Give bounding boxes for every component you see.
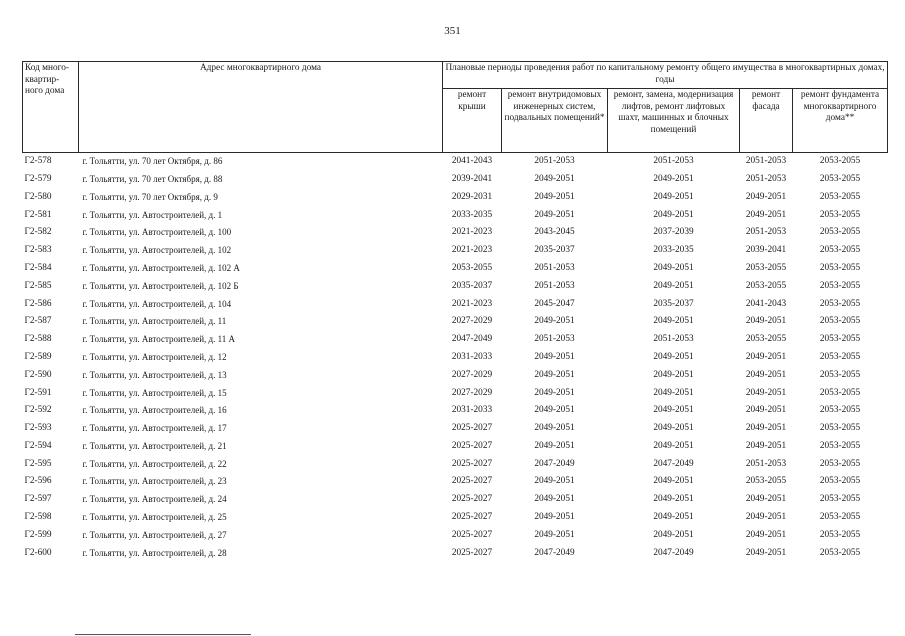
facade-period-cell: 2051-2053 (745, 156, 787, 167)
roof-period-cell: 2031-2033 (451, 351, 493, 362)
address-cell: г. Тольятти, ул. 70 лет Октября, д. 88 (82, 173, 223, 184)
header-foundation-repair: ремонт фундамента многоквартирного дома** (793, 89, 888, 153)
address-cell: г. Тольятти, ул. Автостроителей, д. 16 (82, 405, 227, 416)
facade-period-cell: 2049-2051 (745, 547, 787, 558)
systems-period-cell: 2049-2051 (534, 476, 575, 487)
table-header (23, 62, 888, 153)
elevators-period-cell: 2051-2053 (653, 334, 694, 345)
house-code-cell: Г2-587 (24, 316, 52, 327)
systems-period-cell: 2049-2051 (534, 191, 575, 202)
roof-period-cell: 2025-2027 (451, 494, 493, 505)
roof-period-cell: 2035-2037 (451, 280, 493, 291)
page-number: 351 (444, 25, 461, 37)
foundation-period-cell: 2053-2055 (819, 547, 861, 558)
facade-period-cell: 2053-2055 (745, 262, 787, 273)
facade-period-cell: 2049-2051 (745, 351, 787, 362)
foundation-period-cell: 2053-2055 (819, 351, 861, 362)
capital-repair-schedule-table (22, 61, 888, 562)
house-code-cell: Г2-591 (24, 387, 52, 398)
systems-period-cell: 2049-2051 (534, 529, 575, 540)
table-row (23, 367, 888, 385)
house-code-cell: Г2-597 (24, 494, 52, 505)
elevators-period-cell: 2049-2051 (653, 440, 694, 451)
roof-period-cell: 2053-2055 (451, 262, 493, 273)
elevators-period-cell: 2033-2035 (653, 245, 694, 256)
elevators-period-cell: 2047-2049 (653, 458, 694, 469)
roof-period-cell: 2041-2043 (451, 156, 493, 167)
facade-period-cell: 2049-2051 (745, 191, 787, 202)
house-code-cell: Г2-578 (24, 156, 52, 167)
foundation-period-cell: 2053-2055 (819, 316, 861, 327)
facade-period-cell: 2049-2051 (745, 387, 787, 398)
systems-period-cell: 2043-2045 (534, 227, 575, 238)
systems-period-cell: 2049-2051 (534, 351, 575, 362)
address-cell: г. Тольятти, ул. Автостроителей, д. 22 (82, 458, 227, 469)
roof-period-cell: 2039-2041 (451, 173, 493, 184)
address-cell: г. Тольятти, ул. Автостроителей, д. 102 А (82, 262, 240, 273)
house-code-cell: Г2-581 (24, 209, 52, 220)
address-cell: г. Тольятти, ул. Автостроителей, д. 11 А (82, 334, 236, 345)
house-code-cell: Г2-579 (24, 173, 52, 184)
table-body (23, 153, 888, 563)
table-row (23, 295, 888, 313)
address-cell: г. Тольятти, ул. Автостроителей, д. 1 (82, 209, 223, 220)
foundation-period-cell: 2053-2055 (819, 512, 861, 523)
facade-period-cell: 2049-2051 (745, 512, 787, 523)
table-row (23, 260, 888, 278)
systems-period-cell: 2049-2051 (534, 512, 575, 523)
address-cell: г. Тольятти, ул. 70 лет Октября, д. 9 (82, 191, 218, 202)
facade-period-cell: 2051-2053 (745, 227, 787, 238)
elevators-period-cell: 2049-2051 (653, 316, 694, 327)
foundation-period-cell: 2053-2055 (819, 245, 861, 256)
facade-period-cell: 2039-2041 (745, 245, 787, 256)
systems-period-cell: 2049-2051 (534, 494, 575, 505)
house-code-cell: Г2-594 (24, 440, 52, 451)
roof-period-cell: 2021-2023 (451, 245, 493, 256)
foundation-period-cell: 2053-2055 (819, 191, 861, 202)
facade-period-cell: 2049-2051 (745, 423, 787, 434)
header-planned-periods: Плановые периоды проведения работ по капитальному ремонту общего имущества в многоквартирных домах, годы (443, 62, 888, 89)
house-code-cell: Г2-596 (24, 476, 52, 487)
systems-period-cell: 2051-2053 (534, 156, 575, 167)
foundation-period-cell: 2053-2055 (819, 423, 861, 434)
house-code-cell: Г2-584 (24, 262, 52, 273)
elevators-period-cell: 2035-2037 (653, 298, 694, 309)
roof-period-cell: 2025-2027 (451, 423, 493, 434)
elevators-period-cell: 2049-2051 (653, 280, 694, 291)
foundation-period-cell: 2053-2055 (819, 298, 861, 309)
address-cell: г. Тольятти, ул. Автостроителей, д. 13 (82, 369, 227, 380)
table-row (23, 509, 888, 527)
foundation-period-cell: 2053-2055 (819, 458, 861, 469)
systems-period-cell: 2049-2051 (534, 369, 575, 380)
roof-period-cell: 2025-2027 (451, 547, 493, 558)
address-cell: г. Тольятти, ул. Автостроителей, д. 12 (82, 351, 227, 362)
foundation-period-cell: 2053-2055 (819, 476, 861, 487)
house-code-cell: Г2-592 (24, 405, 52, 416)
house-code-cell: Г2-599 (24, 529, 52, 540)
address-cell: г. Тольятти, ул. Автостроителей, д. 17 (82, 423, 227, 434)
systems-period-cell: 2045-2047 (534, 298, 575, 309)
facade-period-cell: 2049-2051 (745, 440, 787, 451)
facade-period-cell: 2053-2055 (745, 280, 787, 291)
table-row (23, 206, 888, 224)
roof-period-cell: 2025-2027 (451, 458, 493, 469)
elevators-period-cell: 2051-2053 (653, 156, 694, 167)
roof-period-cell: 2025-2027 (451, 529, 493, 540)
house-code-cell: Г2-590 (24, 369, 52, 380)
house-code-cell: Г2-585 (24, 280, 52, 291)
foundation-period-cell: 2053-2055 (819, 280, 861, 291)
address-cell: г. Тольятти, ул. Автостроителей, д. 102 Б (82, 280, 239, 291)
roof-period-cell: 2033-2035 (451, 209, 493, 220)
house-code-cell: Г2-598 (24, 512, 52, 523)
table-row (23, 491, 888, 509)
house-code-cell: Г2-580 (24, 191, 52, 202)
systems-period-cell: 2049-2051 (534, 423, 575, 434)
foundation-period-cell: 2053-2055 (819, 227, 861, 238)
house-code-cell: Г2-589 (24, 351, 52, 362)
systems-period-cell: 2049-2051 (534, 405, 575, 416)
elevators-period-cell: 2049-2051 (653, 262, 694, 273)
roof-period-cell: 2025-2027 (451, 512, 493, 523)
roof-period-cell: 2027-2029 (451, 316, 493, 327)
table-row (23, 349, 888, 367)
address-cell: г. Тольятти, ул. Автостроителей, д. 24 (82, 494, 227, 505)
systems-period-cell: 2047-2049 (534, 547, 575, 558)
facade-period-cell: 2041-2043 (745, 298, 787, 309)
roof-period-cell: 2021-2023 (451, 298, 493, 309)
roof-period-cell: 2025-2027 (451, 440, 493, 451)
facade-period-cell: 2049-2051 (745, 209, 787, 220)
systems-period-cell: 2051-2053 (534, 262, 575, 273)
house-code-cell: Г2-600 (24, 547, 52, 558)
elevators-period-cell: 2047-2049 (653, 547, 694, 558)
elevators-period-cell: 2049-2051 (653, 494, 694, 505)
table-row (23, 153, 888, 171)
house-code-cell: Г2-595 (24, 458, 52, 469)
roof-period-cell: 2025-2027 (451, 476, 493, 487)
elevators-period-cell: 2049-2051 (653, 369, 694, 380)
facade-period-cell: 2049-2051 (745, 369, 787, 380)
facade-period-cell: 2053-2055 (745, 334, 787, 345)
address-cell: г. Тольятти, ул. Автостроителей, д. 15 (82, 387, 227, 398)
table-row (23, 278, 888, 296)
house-code-cell: Г2-593 (24, 423, 52, 434)
table-row (23, 456, 888, 474)
facade-period-cell: 2049-2051 (745, 529, 787, 540)
foundation-period-cell: 2053-2055 (819, 405, 861, 416)
systems-period-cell: 2051-2053 (534, 334, 575, 345)
foundation-period-cell: 2053-2055 (819, 440, 861, 451)
foundation-period-cell: 2053-2055 (819, 209, 861, 220)
address-cell: г. Тольятти, ул. Автостроителей, д. 102 (82, 245, 232, 256)
foundation-period-cell: 2053-2055 (819, 529, 861, 540)
foundation-period-cell: 2053-2055 (819, 262, 861, 273)
table-row (23, 384, 888, 402)
elevators-period-cell: 2049-2051 (653, 173, 694, 184)
header-roof-repair: ремонт крыши (443, 89, 502, 153)
facade-period-cell: 2049-2051 (745, 494, 787, 505)
facade-period-cell: 2049-2051 (745, 316, 787, 327)
foundation-period-cell: 2053-2055 (819, 156, 861, 167)
house-code-cell: Г2-583 (24, 245, 52, 256)
elevators-period-cell: 2049-2051 (653, 351, 694, 362)
elevators-period-cell: 2049-2051 (653, 209, 694, 220)
facade-period-cell: 2049-2051 (745, 405, 787, 416)
systems-period-cell: 2049-2051 (534, 440, 575, 451)
table-row (23, 171, 888, 189)
foundation-period-cell: 2053-2055 (819, 387, 861, 398)
table-row (23, 545, 888, 563)
table-row (23, 189, 888, 207)
elevators-period-cell: 2049-2051 (653, 191, 694, 202)
address-cell: г. Тольятти, ул. Автостроителей, д. 28 (82, 547, 227, 558)
foundation-period-cell: 2053-2055 (819, 334, 861, 345)
table-row (23, 224, 888, 242)
elevators-period-cell: 2049-2051 (653, 512, 694, 523)
systems-period-cell: 2049-2051 (534, 316, 575, 327)
table-row (23, 420, 888, 438)
foundation-period-cell: 2053-2055 (819, 494, 861, 505)
header-facade-repair: ремонт фасада (740, 89, 793, 153)
roof-period-cell: 2021-2023 (451, 227, 493, 238)
header-elevator-repair: ремонт, замена, модернизация лифтов, ремонт лифтовых шахт, машинных и блочных помещений (608, 89, 740, 153)
header-address: Адрес многоквартирного дома (79, 62, 443, 153)
roof-period-cell: 2047-2049 (451, 334, 493, 345)
roof-period-cell: 2027-2029 (451, 369, 493, 380)
facade-period-cell: 2051-2053 (745, 173, 787, 184)
table-row (23, 331, 888, 349)
systems-period-cell: 2035-2037 (534, 245, 575, 256)
elevators-period-cell: 2049-2051 (653, 423, 694, 434)
systems-period-cell: 2051-2053 (534, 280, 575, 291)
address-cell: г. Тольятти, ул. Автостроителей, д. 23 (82, 476, 227, 487)
elevators-period-cell: 2049-2051 (653, 476, 694, 487)
table-row (23, 242, 888, 260)
roof-period-cell: 2027-2029 (451, 387, 493, 398)
elevators-period-cell: 2049-2051 (653, 529, 694, 540)
elevators-period-cell: 2049-2051 (653, 405, 694, 416)
table-row (23, 402, 888, 420)
house-code-cell: Г2-586 (24, 298, 52, 309)
table-row (23, 438, 888, 456)
address-cell: г. Тольятти, ул. 70 лет Октября, д. 86 (82, 156, 223, 167)
house-code-cell: Г2-588 (24, 334, 52, 345)
systems-period-cell: 2049-2051 (534, 387, 575, 398)
elevators-period-cell: 2049-2051 (653, 387, 694, 398)
address-cell: г. Тольятти, ул. Автостроителей, д. 11 (82, 316, 227, 327)
foundation-period-cell: 2053-2055 (819, 369, 861, 380)
foundation-period-cell: 2053-2055 (819, 173, 861, 184)
facade-period-cell: 2051-2053 (745, 458, 787, 469)
address-cell: г. Тольятти, ул. Автостроителей, д. 100 (82, 227, 232, 238)
systems-period-cell: 2047-2049 (534, 458, 575, 469)
roof-period-cell: 2029-2031 (451, 191, 493, 202)
address-cell: г. Тольятти, ул. Автостроителей, д. 21 (82, 440, 227, 451)
house-code-cell: Г2-582 (24, 227, 52, 238)
header-house-code: Код много-квартир-ного дома (23, 62, 79, 153)
table-row (23, 313, 888, 331)
facade-period-cell: 2053-2055 (745, 476, 787, 487)
systems-period-cell: 2049-2051 (534, 173, 575, 184)
footnote-divider (75, 634, 251, 635)
address-cell: г. Тольятти, ул. Автостроителей, д. 27 (82, 529, 227, 540)
header-engineering-systems-repair: ремонт внутридомовых инженерных систем, подвальных помещений* (502, 89, 608, 153)
table-row (23, 527, 888, 545)
roof-period-cell: 2031-2033 (451, 405, 493, 416)
table-row (23, 473, 888, 491)
systems-period-cell: 2049-2051 (534, 209, 575, 220)
address-cell: г. Тольятти, ул. Автостроителей, д. 104 (82, 298, 232, 309)
elevators-period-cell: 2037-2039 (653, 227, 694, 238)
address-cell: г. Тольятти, ул. Автостроителей, д. 25 (82, 512, 227, 523)
